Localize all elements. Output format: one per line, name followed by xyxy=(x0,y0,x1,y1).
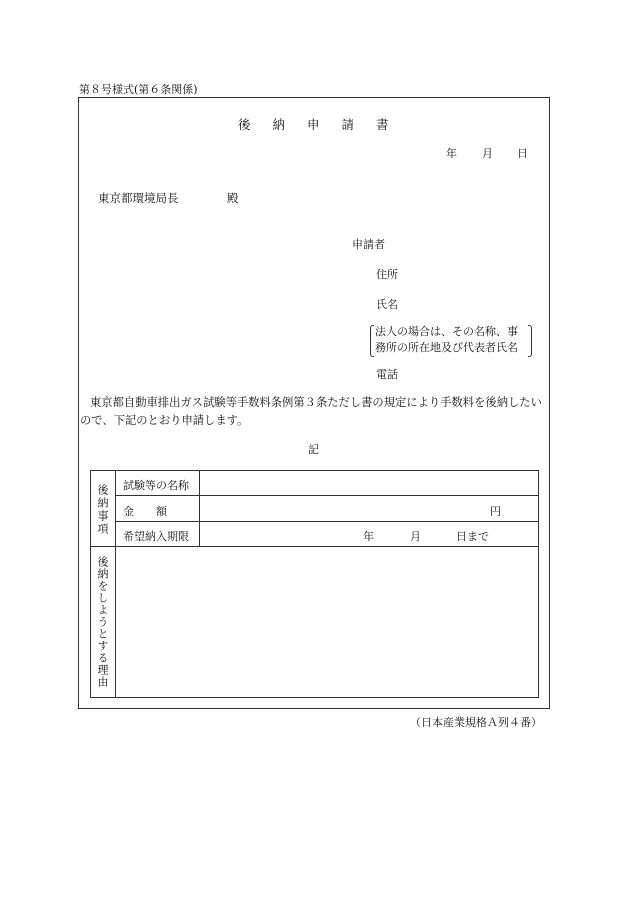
page-title: 後納申請書 xyxy=(238,117,411,132)
date-day-label: 日 xyxy=(517,147,528,160)
paper-size-note: （日本産業規格Ａ列４番） xyxy=(410,716,542,729)
bracket-right xyxy=(528,325,532,357)
table-row-line-1 xyxy=(115,495,539,496)
deadline-year: 年 xyxy=(363,530,374,543)
deadline-until: 日まで xyxy=(456,530,489,543)
address-label: 住所 xyxy=(376,268,398,281)
deadline-label: 希望納入期限 xyxy=(123,530,189,543)
corporation-note xyxy=(370,324,532,356)
exam-name-label: 試験等の名称 xyxy=(123,479,189,492)
table-row-line-2 xyxy=(115,521,539,522)
amount-label: 金 額 xyxy=(123,505,167,518)
deadline-month: 月 xyxy=(410,530,421,543)
table-section-line xyxy=(90,546,539,547)
date-month-label: 月 xyxy=(482,147,493,160)
table-col-divider xyxy=(115,470,116,698)
applicant-label: 申請者 xyxy=(352,238,385,251)
table-label-divider xyxy=(199,470,200,546)
amount-unit: 円 xyxy=(490,505,501,518)
addressee: 東京都環境局長 xyxy=(98,191,179,205)
reason-label: 後納をしようとする理由 xyxy=(96,556,109,688)
phone-label: 電話 xyxy=(376,368,398,381)
bracket-left xyxy=(370,325,374,357)
corp-note-line-1: 法人の場合は、その名称、事 xyxy=(375,325,518,338)
name-label: 氏名 xyxy=(376,298,398,311)
form-number-label: 第８号様式(第６条関係) xyxy=(79,83,198,96)
ki-heading: 記 xyxy=(308,443,319,456)
application-statement: 東京都自動車排出ガス試験等手数料条例第３条ただし書の規定により手数料を後納したいので、下記のとおり申請します。 xyxy=(80,396,542,427)
deferred-items-label: 後納事項 xyxy=(96,484,109,536)
corp-note-line-2: 務所の所在地及び代表者氏名 xyxy=(375,341,518,354)
date-year-label: 年 xyxy=(446,147,457,160)
honorific: 殿 xyxy=(227,191,239,205)
